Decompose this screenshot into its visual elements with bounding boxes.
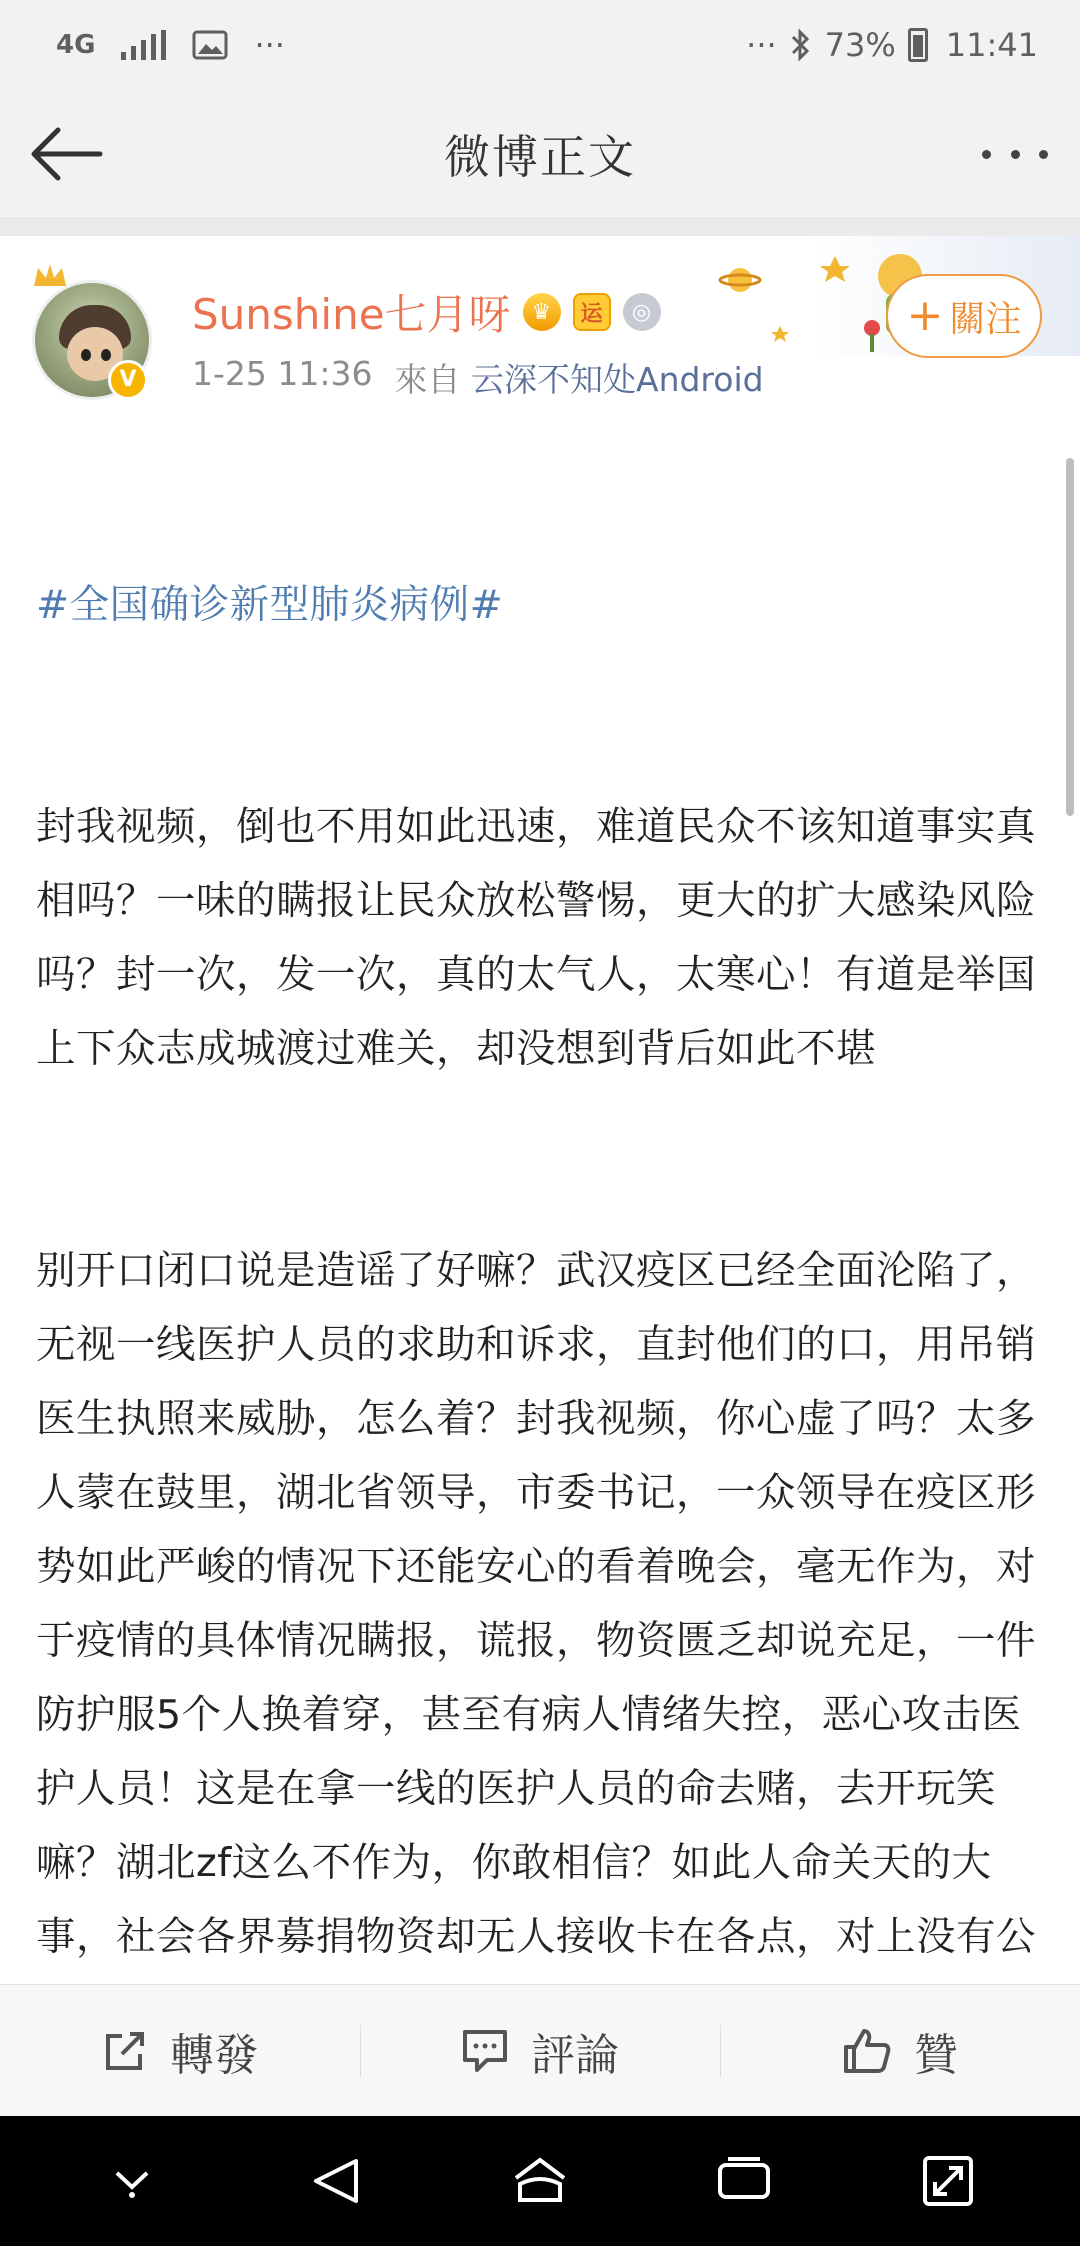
hide-keyboard-button[interactable] bbox=[87, 2136, 177, 2226]
scrollbar[interactable] bbox=[1066, 458, 1074, 816]
post-source[interactable]: 云深不知处Android bbox=[471, 360, 764, 399]
status-more-left: ··· bbox=[254, 26, 285, 64]
more-options-button[interactable] bbox=[976, 122, 1054, 186]
dot-icon bbox=[1039, 150, 1048, 159]
status-left bbox=[56, 26, 285, 64]
arrow-left-icon bbox=[28, 124, 104, 184]
medal-icon[interactable]: ◎ bbox=[623, 293, 661, 331]
page-title: 微博正文 bbox=[444, 130, 636, 184]
section-divider bbox=[0, 218, 1080, 236]
username[interactable]: Sunshine七月呀 bbox=[192, 290, 511, 339]
status-more-right: ··· bbox=[746, 26, 777, 64]
expand-icon bbox=[921, 2154, 975, 2208]
top-nav bbox=[0, 90, 1080, 218]
system-nav-bar bbox=[0, 2116, 1080, 2246]
yun-badge[interactable]: 运 bbox=[573, 293, 611, 331]
nav-home-button[interactable] bbox=[495, 2136, 585, 2226]
post-meta bbox=[192, 354, 764, 401]
comment-icon bbox=[461, 2028, 509, 2074]
follow-label: 關注 bbox=[949, 298, 1022, 340]
clock: 11:41 bbox=[945, 26, 1038, 64]
repost-icon bbox=[102, 2028, 148, 2074]
back-button[interactable] bbox=[28, 118, 104, 190]
comment-label: 評論 bbox=[531, 2029, 619, 2081]
nav-recents-button[interactable] bbox=[699, 2136, 789, 2226]
nav-back-button[interactable] bbox=[291, 2136, 381, 2226]
thumbs-up-icon bbox=[842, 2027, 892, 2075]
post-time: 1-25 11:36 bbox=[192, 354, 373, 393]
verified-icon: V bbox=[108, 360, 148, 400]
hashtag-link[interactable]: #全国确诊新型肺炎病例# bbox=[36, 582, 504, 628]
dot-icon bbox=[1011, 150, 1020, 159]
status-bar bbox=[0, 0, 1080, 90]
post-card bbox=[0, 236, 1080, 1984]
repost-label: 轉發 bbox=[170, 2029, 258, 2081]
network-label: 4G bbox=[56, 30, 96, 60]
action-bar bbox=[0, 1984, 1080, 2116]
chevron-down-icon bbox=[107, 2161, 157, 2201]
triangle-back-icon bbox=[308, 2153, 364, 2209]
battery-percent: 73% bbox=[824, 26, 896, 64]
repost-button[interactable] bbox=[0, 1985, 360, 2116]
nav-expand-button[interactable] bbox=[903, 2136, 993, 2226]
image-notification-icon bbox=[192, 30, 228, 60]
plus-icon: + bbox=[906, 290, 944, 341]
signal-icon bbox=[121, 30, 166, 60]
username-row bbox=[192, 282, 661, 342]
battery-icon bbox=[908, 28, 928, 62]
home-icon bbox=[510, 2154, 570, 2208]
like-button[interactable] bbox=[720, 1985, 1080, 2116]
recents-icon bbox=[716, 2157, 772, 2205]
comment-button[interactable] bbox=[360, 1985, 720, 2116]
follow-button[interactable] bbox=[886, 274, 1042, 358]
source-prefix: 來自 bbox=[394, 360, 461, 399]
status-right bbox=[746, 26, 1038, 64]
post-paragraph: 封我视频，倒也不用如此迅速，难道民众不该知道事实真相吗？一味的瞒报让民众放松警惕，更大的扩大感染风险吗？封一次，发一次，真的太气人，太寒心！有道是举国上下众志成城渡过难关，却没想到背后如此不堪 bbox=[36, 804, 1036, 1072]
post-paragraph: 别开口闭口说是造谣了好嘛？武汉疫区已经全面沦陷了，无视一线医护人员的求助和诉求，直封他们的口，用吊销医生执照来威胁，怎么着？封我视频，你心虚了吗？太多人蒙在鼓里，湖北省领导，市委书记，一众领导在疫区形势如此严峻的情况下还能安心的看着晚会，毫无作为，对于疫情的具体情况瞒报，谎报，物资匮乏却说充足，一件防护服5个人换着穿，甚至有病人情绪失控，恶心攻击医护人员！这是在拿一线的医护人员的命去赌，去开玩笑嘛？湖北zf这么不作为，你敢相信？如此人命关天的大事，社会各界募捐物资却无人接收卡在各点，对上没有公 bbox=[36, 1248, 1036, 1960]
dot-icon bbox=[982, 150, 991, 159]
vip-crown-icon[interactable]: ♛ bbox=[523, 293, 561, 331]
like-label: 贊 bbox=[914, 2029, 958, 2081]
bluetooth-icon bbox=[789, 27, 813, 63]
post-body bbox=[36, 420, 1046, 1984]
